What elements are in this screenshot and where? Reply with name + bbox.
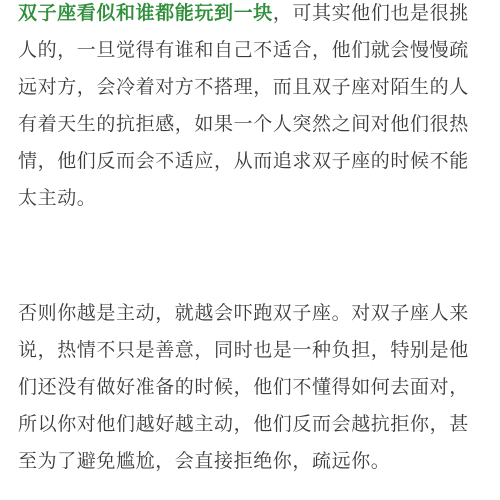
text-line: 人的，一旦觉得有谁和自己不适合，他们就会慢慢疏 [18, 39, 469, 61]
text-line: 否则你越是主动，就越会吓跑双子座。对双子座人来 [18, 302, 469, 324]
paragraph-1 [18, 0, 469, 217]
text-line: 说，热情不只是善意，同时也是一种负担，特别是他 [18, 339, 469, 361]
text-line: 远对方，会冷着对方不搭理，而且双子座对陌生的人 [18, 76, 469, 98]
highlighted-phrase: 双子座看似和谁都能玩到一块 [18, 2, 273, 24]
paragraph-2 [18, 295, 469, 480]
text-line: 太主动。 [18, 187, 97, 209]
text-line: 们还没有做好准备的时候，他们不懂得如何去面对， [18, 376, 469, 398]
text-line: 至为了避免尴尬，会直接拒绝你，疏远你。 [18, 450, 391, 472]
text-line: 所以你对他们越好越主动，他们反而会越抗拒你，甚 [18, 413, 469, 435]
text-line: 情，他们反而会不适应，从而追求双子座的时候不能 [18, 150, 469, 172]
text-segment: ，可其实他们也是很挑 [272, 2, 469, 24]
text-line [18, 0, 469, 32]
text-line: 有着天生的抗拒感，如果一个人突然之间对他们很热 [18, 113, 469, 135]
